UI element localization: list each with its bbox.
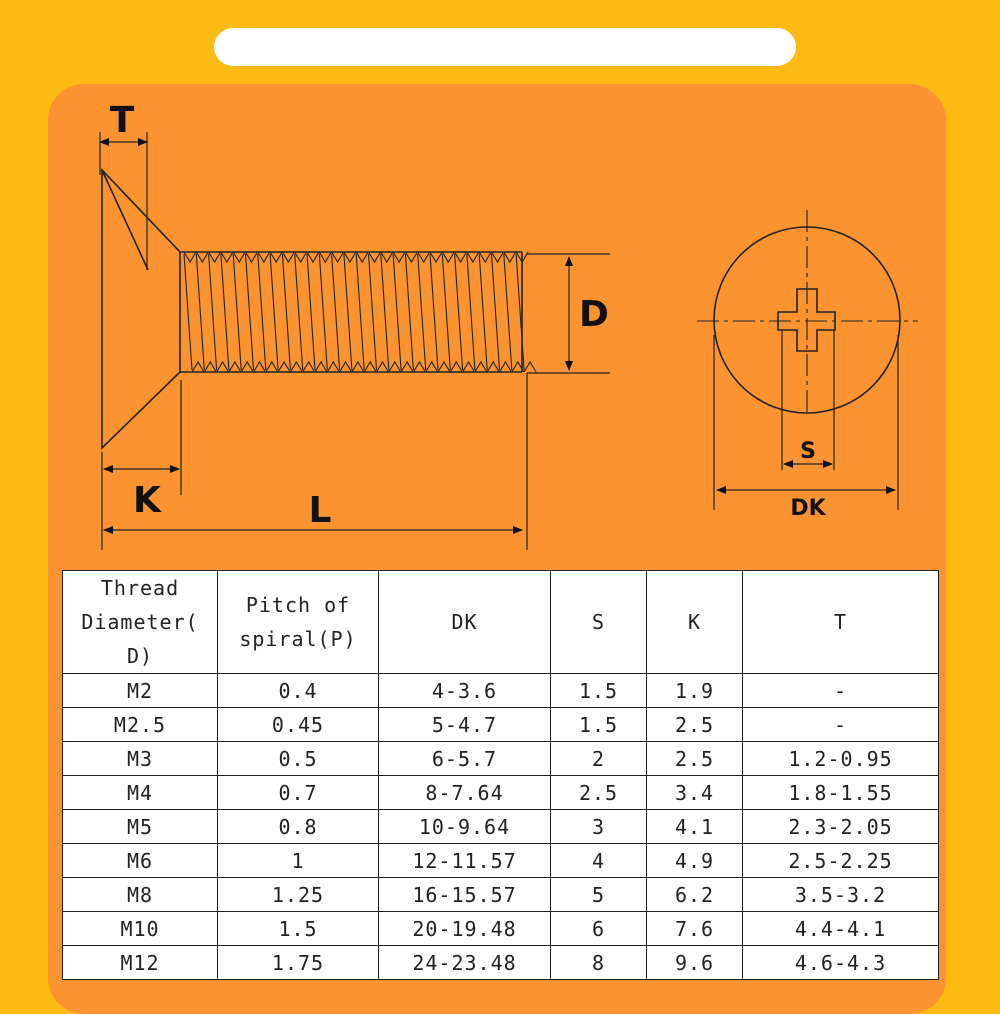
- table-cell: 0.7: [218, 776, 379, 810]
- thread-crest: [307, 252, 327, 372]
- dim-label-k: K: [133, 480, 161, 521]
- table-cell: 2.3-2.05: [743, 810, 939, 844]
- thread-crest: [479, 252, 499, 372]
- thread-crest: [442, 252, 462, 372]
- thread-line: [492, 254, 500, 370]
- header-t: T: [743, 571, 939, 674]
- header-pitch: Pitch of spiral(P): [218, 571, 379, 674]
- table-header-row: [63, 571, 939, 674]
- thread-line: [184, 254, 192, 370]
- dim-label-l: L: [308, 490, 332, 531]
- table-cell: 0.8: [218, 810, 379, 844]
- thread-crest: [356, 252, 376, 372]
- table-cell: 1: [218, 844, 379, 878]
- thread-crest: [258, 252, 278, 372]
- table-cell: 20-19.48: [379, 912, 551, 946]
- table-cell: 8-7.64: [379, 776, 551, 810]
- thread-crest: [184, 252, 204, 372]
- table-row: [63, 878, 939, 912]
- table-cell: 16-15.57: [379, 878, 551, 912]
- table-cell: M8: [63, 878, 218, 912]
- thread-line: [344, 254, 352, 370]
- thread-crest: [455, 252, 475, 372]
- table-cell: 7.6: [647, 912, 743, 946]
- table-cell: 2.5: [647, 742, 743, 776]
- dim-label-s: S: [800, 439, 816, 464]
- thread-crest: [369, 252, 389, 372]
- table-cell: M5: [63, 810, 218, 844]
- top-dimension-lines: [714, 330, 898, 510]
- thread-line: [258, 254, 266, 370]
- table-row: [63, 912, 939, 946]
- table-cell: 3: [551, 810, 647, 844]
- thread-line: [307, 254, 315, 370]
- thread-line: [442, 254, 450, 370]
- table-cell: M2.5: [63, 708, 218, 742]
- table-cell: 1.8-1.55: [743, 776, 939, 810]
- thread-line: [467, 254, 475, 370]
- table-row: [63, 776, 939, 810]
- table-body: [63, 674, 939, 980]
- table-cell: 0.5: [218, 742, 379, 776]
- table-cell: 2.5: [647, 708, 743, 742]
- thread-line: [369, 254, 377, 370]
- thread-crest: [319, 252, 339, 372]
- table-cell: 4: [551, 844, 647, 878]
- thread-line: [479, 254, 487, 370]
- table-cell: M10: [63, 912, 218, 946]
- thread-line: [356, 254, 364, 370]
- table-cell: M2: [63, 674, 218, 708]
- thread-crest: [504, 252, 524, 372]
- thread-crest: [467, 252, 487, 372]
- thread-line: [381, 254, 389, 370]
- table-cell: 4-3.6: [379, 674, 551, 708]
- thread-crest: [393, 252, 413, 372]
- table-cell: 4.9: [647, 844, 743, 878]
- dim-label-d: D: [579, 294, 609, 335]
- thread-line: [455, 254, 463, 370]
- table-cell: 4.4-4.1: [743, 912, 939, 946]
- table-cell: M4: [63, 776, 218, 810]
- screw-spec-table: [62, 570, 939, 980]
- table-cell: 10-9.64: [379, 810, 551, 844]
- thread-line: [504, 254, 512, 370]
- thread-line: [319, 254, 327, 370]
- thread-crest: [209, 252, 229, 372]
- thread-crest: [295, 252, 315, 372]
- table-cell: 0.45: [218, 708, 379, 742]
- thread-crest: [332, 252, 352, 372]
- table-cell: 3.4: [647, 776, 743, 810]
- thread-crest: [516, 252, 536, 372]
- thread-line: [233, 254, 241, 370]
- table-row: [63, 844, 939, 878]
- table-cell: 6-5.7: [379, 742, 551, 776]
- table-cell: 2.5-2.25: [743, 844, 939, 878]
- thread-crest: [381, 252, 401, 372]
- table-cell: 6.2: [647, 878, 743, 912]
- table-cell: 2.5: [551, 776, 647, 810]
- thread-crest: [430, 252, 450, 372]
- thread-line: [209, 254, 217, 370]
- table-row: [63, 742, 939, 776]
- table-cell: 1.2-0.95: [743, 742, 939, 776]
- table-row: [63, 810, 939, 844]
- thread-line: [405, 254, 413, 370]
- dim-label-t: T: [109, 100, 135, 141]
- table-cell: 4.6-4.3: [743, 946, 939, 980]
- thread-line: [393, 254, 401, 370]
- thread-crest: [196, 252, 216, 372]
- thread-crest: [221, 252, 241, 372]
- table-cell: -: [743, 708, 939, 742]
- header-thread-diameter: Thread Diameter( D): [63, 571, 218, 674]
- dim-label-dk: DK: [790, 496, 826, 521]
- table-cell: 24-23.48: [379, 946, 551, 980]
- table-cell: 9.6: [647, 946, 743, 980]
- table-cell: 0.4: [218, 674, 379, 708]
- thread-line: [516, 254, 524, 370]
- thread-line: [332, 254, 340, 370]
- thread-crest: [270, 252, 290, 372]
- side-dimension-lines: [100, 132, 610, 550]
- thread-lines: [184, 252, 536, 372]
- table-row: [63, 946, 939, 980]
- thread-line: [270, 254, 278, 370]
- thread-crest: [344, 252, 364, 372]
- table-cell: M12: [63, 946, 218, 980]
- table-cell: 2: [551, 742, 647, 776]
- table-cell: 4.1: [647, 810, 743, 844]
- header-k: K: [647, 571, 743, 674]
- table-cell: M3: [63, 742, 218, 776]
- thread-line: [282, 254, 290, 370]
- countersunk-screw-side-view: [102, 170, 536, 448]
- table-cell: 5-4.7: [379, 708, 551, 742]
- table-cell: 12-11.57: [379, 844, 551, 878]
- header-dk: DK: [379, 571, 551, 674]
- table-cell: 1.5: [551, 674, 647, 708]
- thread-crest: [233, 252, 253, 372]
- table-cell: 1.75: [218, 946, 379, 980]
- table-cell: 1.25: [218, 878, 379, 912]
- thread-crest: [405, 252, 425, 372]
- table-row: [63, 708, 939, 742]
- header-s: S: [551, 571, 647, 674]
- table-cell: 8: [551, 946, 647, 980]
- table-cell: 3.5-3.2: [743, 878, 939, 912]
- table-cell: 5: [551, 878, 647, 912]
- thread-crest: [492, 252, 512, 372]
- thread-line: [196, 254, 204, 370]
- thread-line: [221, 254, 229, 370]
- thread-crest: [282, 252, 302, 372]
- thread-crest: [418, 252, 438, 372]
- table-cell: 1.9: [647, 674, 743, 708]
- thread-line: [418, 254, 426, 370]
- phillips-head-top-view: [697, 210, 918, 416]
- thread-line: [246, 254, 254, 370]
- table-cell: 1.5: [218, 912, 379, 946]
- table-cell: 1.5: [551, 708, 647, 742]
- thread-crest: [246, 252, 266, 372]
- table-cell: M6: [63, 844, 218, 878]
- thread-line: [430, 254, 438, 370]
- thread-line: [295, 254, 303, 370]
- table-cell: 6: [551, 912, 647, 946]
- table-row: [63, 674, 939, 708]
- table-cell: -: [743, 674, 939, 708]
